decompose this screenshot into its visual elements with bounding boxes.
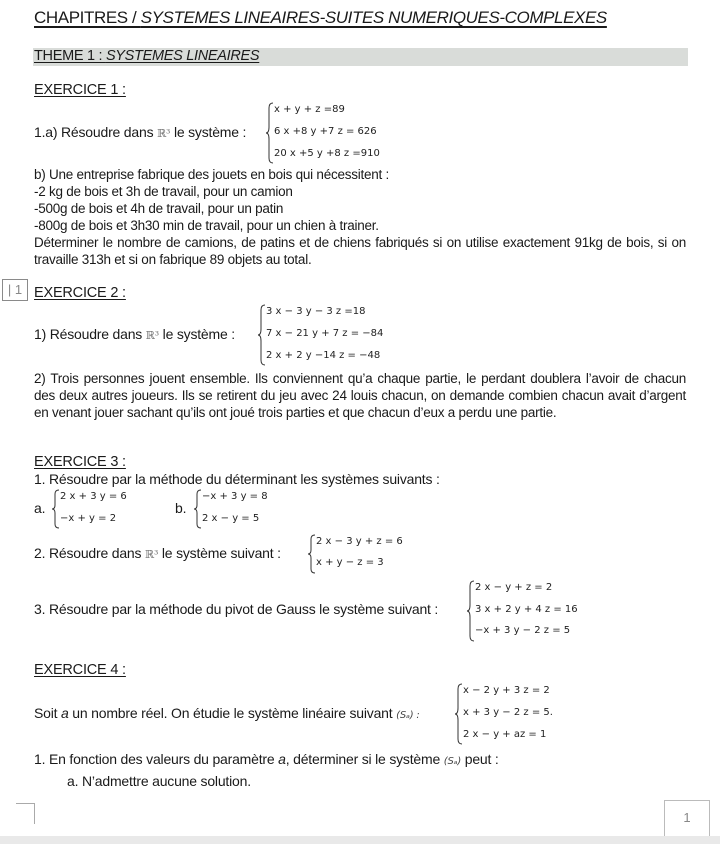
equation: 6 x +8 y +7 z = 626 xyxy=(274,126,377,137)
system-name: (Sₐ) xyxy=(443,756,462,767)
text-line: -500g de bois et 4h de travail, pour un patin xyxy=(34,201,284,216)
param-a: a xyxy=(278,751,286,767)
r3-symbol: ℝ³ xyxy=(145,548,159,561)
equation: 2 x − y + az = 1 xyxy=(463,729,547,740)
brace-icon xyxy=(455,683,463,745)
theme-label: THEME 1 : xyxy=(34,48,106,64)
exercice-4-intro xyxy=(34,705,420,721)
equation: 7 x − 21 y + 7 z = −84 xyxy=(266,328,384,339)
part-b-question: Déterminer le nombre de camions, de patins et de chiens fabriqués si on utilise exactement 91kg de bois, si on travaille 313h et si on fabrique 89 objets au total. xyxy=(34,235,686,267)
sys-b-label: b. xyxy=(175,500,187,516)
q1-label: 1) Résoudre dans xyxy=(34,326,143,342)
q2-suffix: le système suivant : xyxy=(161,545,281,561)
exercice-1-q1a xyxy=(34,124,246,140)
exercice-3-q1: 1. Résoudre par la méthode du déterminant les systèmes suivants : xyxy=(34,471,440,487)
exercice-4-system xyxy=(455,683,575,745)
q1a-label: 1.a) Résoudre dans xyxy=(34,124,154,140)
crop-mark xyxy=(16,803,35,824)
brace-icon xyxy=(308,534,316,574)
exercice-1-part-b xyxy=(34,166,686,268)
intro-text: un nombre réel. On étudie le système linéaire suivant xyxy=(68,705,393,721)
param-a: a xyxy=(61,705,69,721)
equation: 2 x + 3 y = 6 xyxy=(60,491,127,502)
exercice-2-q1 xyxy=(34,326,235,342)
exercice-4-title: EXERCICE 4 : xyxy=(34,662,126,678)
exercice-4-q1a: a. N’admettre aucune solution. xyxy=(67,773,251,789)
brace-icon xyxy=(258,304,266,366)
theme-name: SYSTEMES LINEAIRES xyxy=(105,48,260,64)
exercice-3-system-b xyxy=(194,489,304,529)
page-separator xyxy=(0,836,720,844)
brace-icon xyxy=(467,580,475,642)
q1-text: peut : xyxy=(464,751,499,767)
intro-text: Soit xyxy=(34,705,62,721)
margin-marker: | 1 xyxy=(2,279,28,301)
equation: −x + 3 y = 8 xyxy=(202,491,268,502)
exercice-3-q2-system xyxy=(308,534,418,574)
equation: 3 x − 3 y − 3 z =18 xyxy=(266,306,366,317)
sys-a-label: a. xyxy=(34,500,46,516)
q2-label: 2. Résoudre dans xyxy=(34,545,142,561)
exercice-3-title: EXERCICE 3 : xyxy=(34,454,126,470)
text-line: b) Une entreprise fabrique des jouets en bois qui nécessitent : xyxy=(34,167,389,182)
equation: 2 x − y = 5 xyxy=(202,513,260,524)
q1a-suffix: le système : xyxy=(173,124,247,140)
exercice-2-system xyxy=(258,304,398,366)
exercice-2-title: EXERCICE 2 : xyxy=(34,285,126,301)
exercice-1-system xyxy=(266,102,406,164)
system-name: (Sₐ) : xyxy=(396,710,420,721)
brace-icon xyxy=(52,489,60,529)
brace-icon xyxy=(194,489,202,529)
equation: −x + 3 y − 2 z = 5 xyxy=(475,625,571,636)
equation: 3 x + 2 y + 4 z = 16 xyxy=(475,604,578,615)
theme-title xyxy=(34,48,259,64)
exercice-3-q3: 3. Résoudre par la méthode du pivot de Gauss le système suivant : xyxy=(34,601,439,617)
q1-suffix: le système : xyxy=(162,326,235,342)
equation: 2 x − y + z = 2 xyxy=(475,582,553,593)
exercice-3-system-a xyxy=(52,489,162,529)
r3-symbol: ℝ³ xyxy=(145,329,159,342)
equation: −x + y = 2 xyxy=(60,513,117,524)
equation: 2 x − 3 y + z = 6 xyxy=(316,536,403,547)
exercice-3-q3-system xyxy=(467,580,587,642)
r3-symbol: ℝ³ xyxy=(157,127,171,140)
exercice-4-q1 xyxy=(34,751,499,767)
exercice-3-q2 xyxy=(34,545,281,561)
equation: 2 x + 2 y −14 z = −48 xyxy=(266,350,381,361)
equation: x + y − z = 3 xyxy=(316,557,384,568)
text-line: -2 kg de bois et 3h de travail, pour un camion xyxy=(34,184,293,199)
text-line: -800g de bois et 3h30 min de travail, pour un chien à trainer. xyxy=(34,218,379,233)
brace-icon xyxy=(266,102,274,164)
exercice-2-q2: 2) Trois personnes jouent ensemble. Ils conviennent qu’a chaque partie, le perdant doublera l’avoir de chacun des deux autres joueurs. Ils se retirent du jeu avec 24 louis chacun, on demande combien chacun avait d’argent en venant jouer sachant qu’ils ont joué trois parties et que chacun d’eux a perdu une partie. xyxy=(34,371,686,420)
equation: x + y + z =89 xyxy=(274,104,345,115)
q1-text: , déterminer si le système xyxy=(285,751,441,767)
chapter-label: CHAPITRES / xyxy=(34,8,141,27)
exercice-1-title: EXERCICE 1 : xyxy=(34,82,126,98)
equation: x + 3 y − 2 z = 5. xyxy=(463,707,553,718)
chapter-title xyxy=(34,8,607,28)
q1-text: 1. En fonction des valeurs du paramètre xyxy=(34,751,279,767)
chapter-topics: SYSTEMES LINEAIRES-SUITES NUMERIQUES-COMPLEXES xyxy=(140,8,607,27)
equation: x − 2 y + 3 z = 2 xyxy=(463,685,550,696)
equation: 20 x +5 y +8 z =910 xyxy=(274,148,380,159)
page-number: 1 xyxy=(664,800,710,837)
